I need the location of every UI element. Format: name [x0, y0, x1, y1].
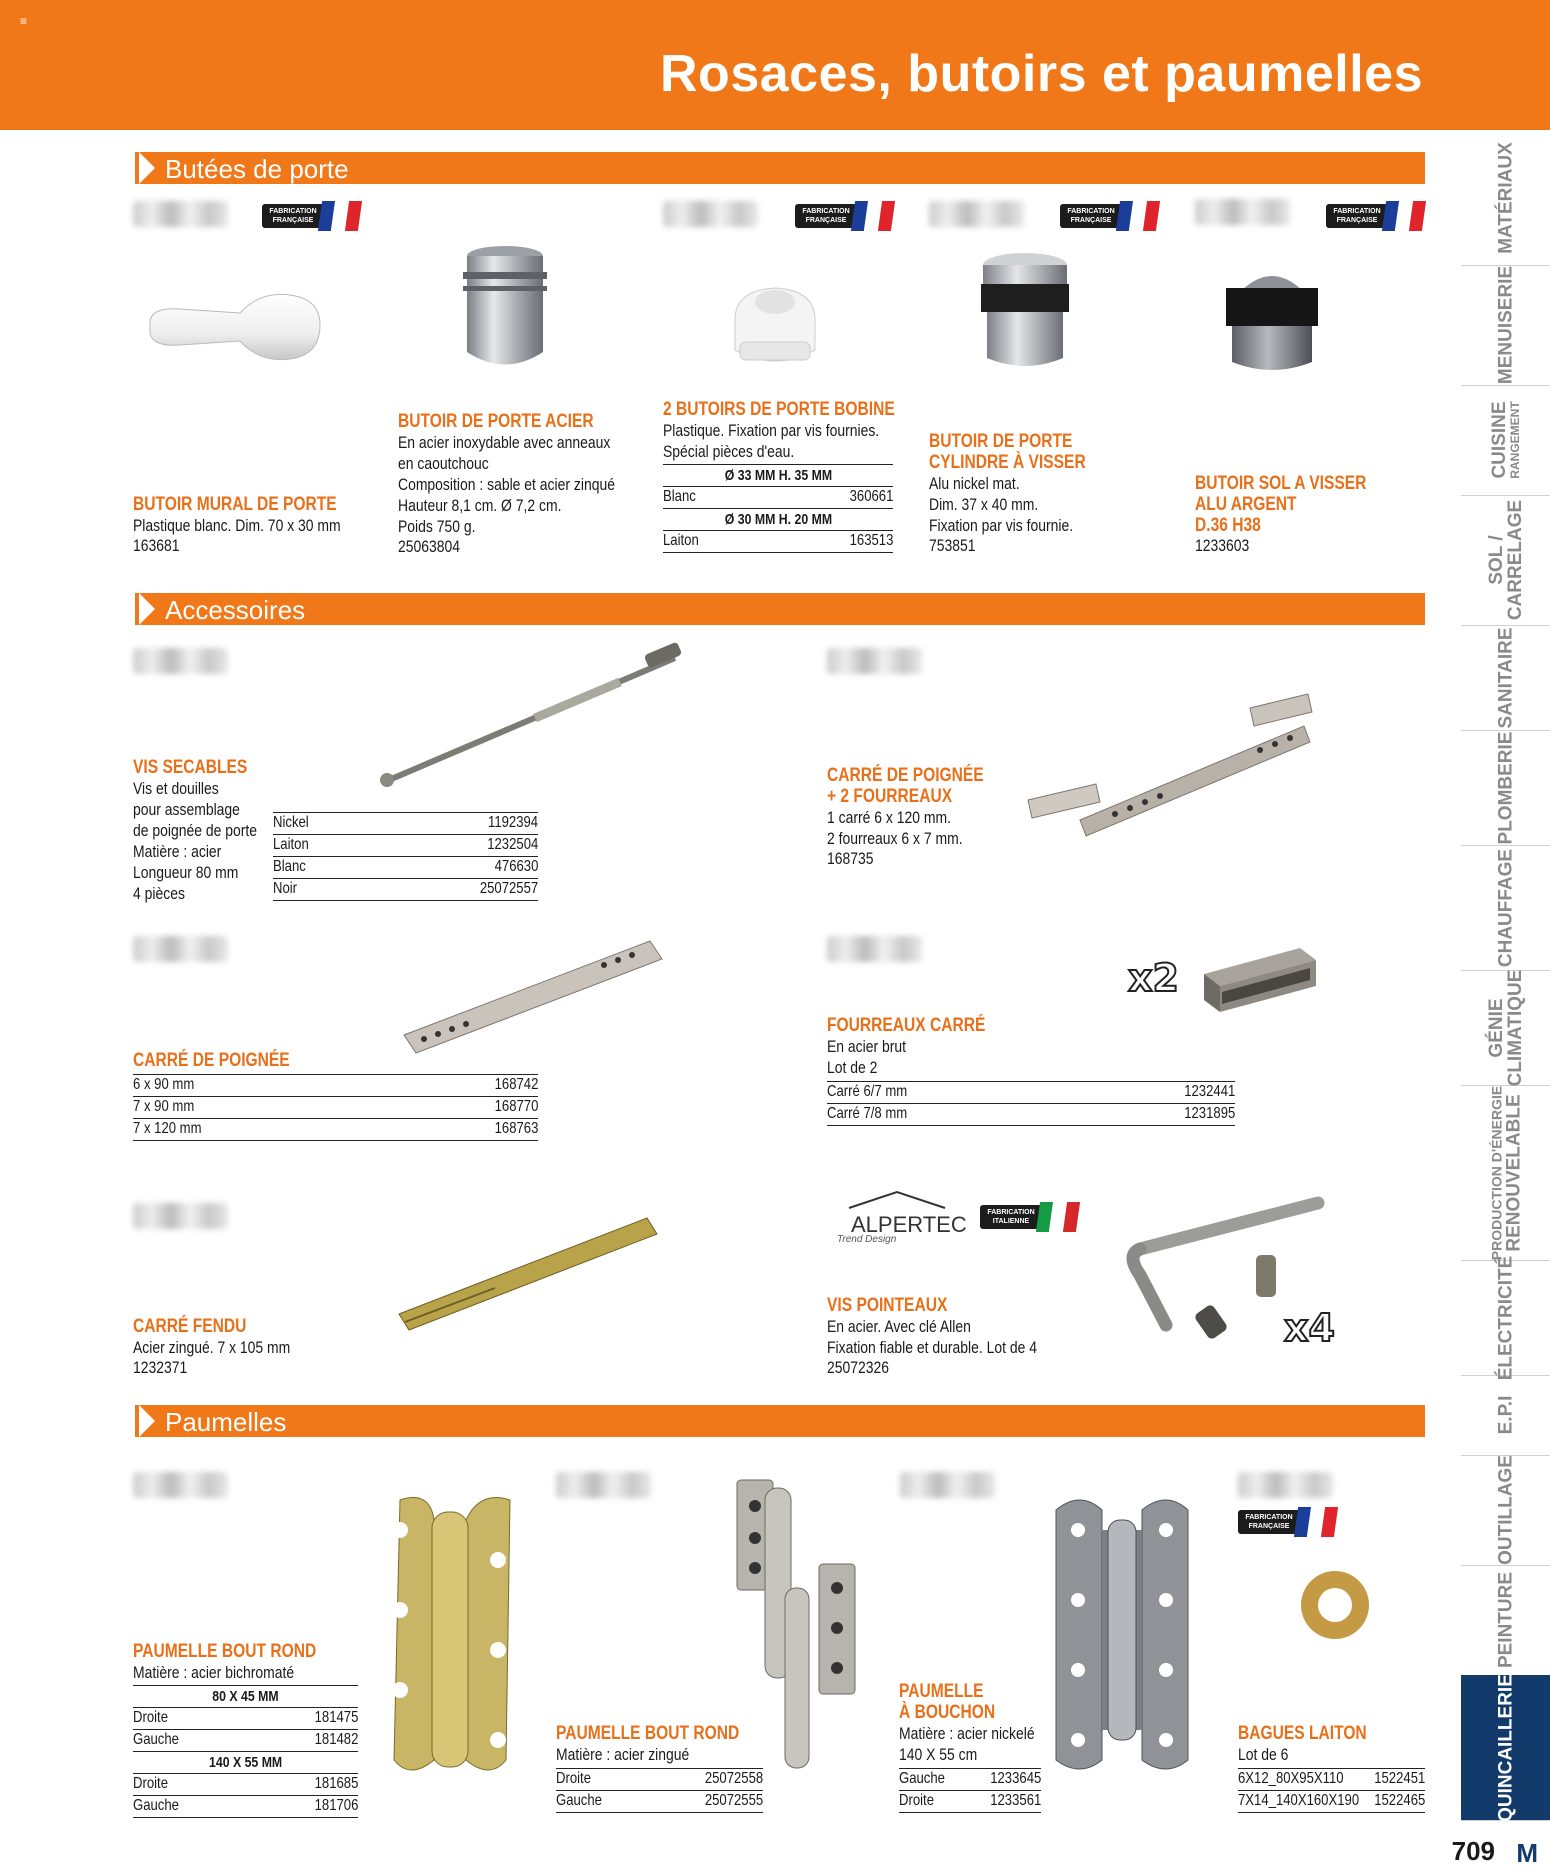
product-bagues-laiton: BAGUES LAITON Lot de 6 6X12_80X95X110 1522451 7X14_140X160X190 1522465	[1238, 1723, 1425, 1813]
product-butoir-acier: BUTOIR DE PORTE ACIER En acier inoxydable avec anneaux en caoutchouc Composition : sable et acier zinqué Hauteur 8,1 cm. Ø 7,2 cm. Poids 750 g. 25063804	[398, 411, 615, 556]
sidebar-tab-menuiserie[interactable]: MENUISERIE	[1461, 265, 1550, 386]
sidebar-tab-electricite[interactable]: ÉLECTRICITÉ	[1461, 1260, 1550, 1376]
brand-logo	[133, 1472, 228, 1498]
product-paumelle-bichromate: PAUMELLE BOUT ROND Matière : acier bichromaté 80 X 45 MM Droite 181475 Gauche 181482 140 X 55 MM Droite 181685 Gauche 181706	[133, 1641, 358, 1818]
product-vis-pointeaux: VIS POINTEAUX En acier. Avec clé Allen Fixation fiable et durable. Lot de 4 25072326	[827, 1295, 1038, 1377]
brand-logo	[133, 648, 228, 674]
fabrication-francaise-badge: FABRICATION FRANÇAISE	[795, 201, 893, 231]
product-butoir-mural: BUTOIR MURAL DE PORTE Plastique blanc. Dim. 70 x 30 mm 163681	[133, 494, 341, 555]
product-butoir-sol: BUTOIR SOL A VISSER ALU ARGENT D.36 H38 1233603	[1195, 473, 1367, 555]
sidebar-tab-genie-climatique[interactable]: GÉNIE CLIMATIQUE	[1461, 970, 1550, 1086]
brand-logo	[827, 648, 922, 674]
brand-logo	[827, 936, 922, 962]
quantity-multiplier: x4	[1284, 1306, 1335, 1350]
brand-logo	[900, 1472, 995, 1498]
section-butees: Butées de porte	[135, 152, 1425, 184]
fourreaux-carre-image	[1200, 940, 1320, 1015]
brand-logo	[1238, 1472, 1333, 1498]
product-butoir-cylindre: BUTOIR DE PORTE CYLINDRE À VISSER Alu nickel mat. Dim. 37 x 40 mm. Fixation par vis fournie. 753851	[929, 431, 1086, 555]
sidebar-tab-outillage[interactable]: OUTILLAGE	[1461, 1455, 1550, 1566]
section-accessoires: Accessoires	[135, 593, 1425, 625]
sidebar-tab-cuisine[interactable]: CUISINE RANGEMENT	[1461, 385, 1550, 496]
product-paumelle-zingue: PAUMELLE BOUT ROND Matière : acier zingué Droite 25072558 Gauche 25072555	[556, 1723, 763, 1813]
menu-icon[interactable]: ≡	[20, 14, 28, 28]
quantity-multiplier: x2	[1128, 956, 1179, 1000]
brand-logo	[133, 1203, 228, 1229]
vis-secables-image	[375, 640, 695, 795]
product-carre-poignee: CARRÉ DE POIGNÉE 6 x 90 mm 168742 7 x 90 mm 168770 7 x 120 mm 168763	[133, 1050, 538, 1141]
fabrication-francaise-badge: FABRICATION FRANÇAISE	[1060, 201, 1158, 231]
alpertec-logo: ALPERTEC Trend Design	[835, 1190, 965, 1250]
product-vis-secables: VIS SECABLES Vis et douilles pour assemblage de poignée de porte Matière : acier Longueur 80 mm 4 pièces	[133, 757, 258, 903]
butoir-bobine-image	[730, 280, 820, 375]
butoir-cylindre-image	[975, 250, 1075, 375]
page-number: 709	[1451, 1836, 1495, 1866]
sidebar-tab-energie-renouvelable[interactable]: PRODUCTION D'ÉNERGIE RENOUVELABLE	[1461, 1085, 1550, 1261]
page-title: Rosaces, butoirs et paumelles	[660, 45, 1423, 103]
bague-laiton-image	[1295, 1565, 1375, 1645]
sidebar-tab-sol-carrelage[interactable]: SOL / CARRELAGE	[1461, 495, 1550, 626]
sidebar-tab-sanitaire[interactable]: SANITAIRE	[1461, 625, 1550, 731]
sidebar-tab-quincaillerie[interactable]: QUINCAILLERIE	[1461, 1675, 1550, 1821]
butoir-mural-image	[140, 285, 330, 375]
brand-logo	[133, 936, 228, 962]
carre-fendu-image	[395, 1210, 665, 1335]
product-carre-fourreaux: CARRÉ DE POIGNÉE + 2 FOURREAUX 1 carré 6 x 120 mm. 2 fourreaux 6 x 7 mm. 168735	[827, 765, 984, 868]
italy-flag-icon	[1036, 1202, 1080, 1232]
france-flag-icon	[1294, 1507, 1338, 1537]
brand-logo	[663, 201, 758, 227]
sidebar-tab-epi[interactable]: E.P.I	[1461, 1375, 1550, 1456]
section-paumelles: Paumelles	[135, 1405, 1425, 1437]
fabrication-italienne-badge: FABRICATION ITALIENNE	[980, 1202, 1078, 1232]
carre-fourreaux-image	[1020, 680, 1320, 840]
product-paumelle-bouchon: PAUMELLE À BOUCHON Matière : acier nickelé 140 X 55 cm Gauche 1233645 Droite 1233561	[899, 1681, 1041, 1813]
france-flag-icon	[851, 201, 895, 231]
brand-logo	[133, 201, 228, 227]
product-butoirs-bobine: 2 BUTOIRS DE PORTE BOBINE Plastique. Fixation par vis fournies. Spécial pièces d'eau. Ø 33 MM H. 35 MM Blanc 360661 Ø 30 MM H. 20 MM Laiton 163513	[663, 399, 893, 553]
fabrication-francaise-badge: FABRICATION FRANÇAISE	[1326, 201, 1424, 231]
chevron-right-icon	[139, 593, 155, 625]
paumelle-bichromate-image	[370, 1490, 530, 1780]
product-carre-fendu: CARRÉ FENDU Acier zingué. 7 x 105 mm 1232371	[133, 1316, 291, 1377]
france-flag-icon	[318, 201, 362, 231]
chevron-right-icon	[139, 1405, 155, 1437]
brand-m-logo: M	[1516, 1838, 1538, 1868]
paumelle-bouchon-image	[1050, 1490, 1195, 1780]
brand-logo	[929, 201, 1024, 227]
category-sidebar	[1461, 130, 1550, 1820]
chevron-right-icon	[139, 152, 155, 184]
fabrication-francaise-badge: FABRICATION FRANÇAISE	[1238, 1507, 1336, 1537]
france-flag-icon	[1116, 201, 1160, 231]
product-fourreaux-carre: FOURREAUX CARRÉ En acier brut Lot de 2 Carré 6/7 mm 1232441 Carré 7/8 mm 1231895	[827, 1015, 1235, 1126]
vis-secables-table: Nickel 1192394 Laiton 1232504 Blanc 476630 Noir 25072557	[273, 812, 538, 901]
sidebar-tab-plomberie[interactable]: PLOMBERIE	[1461, 730, 1550, 846]
france-flag-icon	[1382, 201, 1426, 231]
butoir-acier-image	[455, 242, 555, 377]
sidebar-tab-peinture[interactable]: PEINTURE	[1461, 1565, 1550, 1676]
brand-logo	[1195, 199, 1290, 225]
carre-poignee-image	[400, 935, 665, 1060]
sidebar-tab-materiaux[interactable]: MATÉRIAUX	[1461, 130, 1550, 266]
butoir-sol-image	[1222, 262, 1322, 377]
fabrication-francaise-badge: FABRICATION FRANÇAISE	[262, 201, 360, 231]
brand-logo	[556, 1472, 651, 1498]
sidebar-tab-chauffage[interactable]: CHAUFFAGE	[1461, 845, 1550, 971]
